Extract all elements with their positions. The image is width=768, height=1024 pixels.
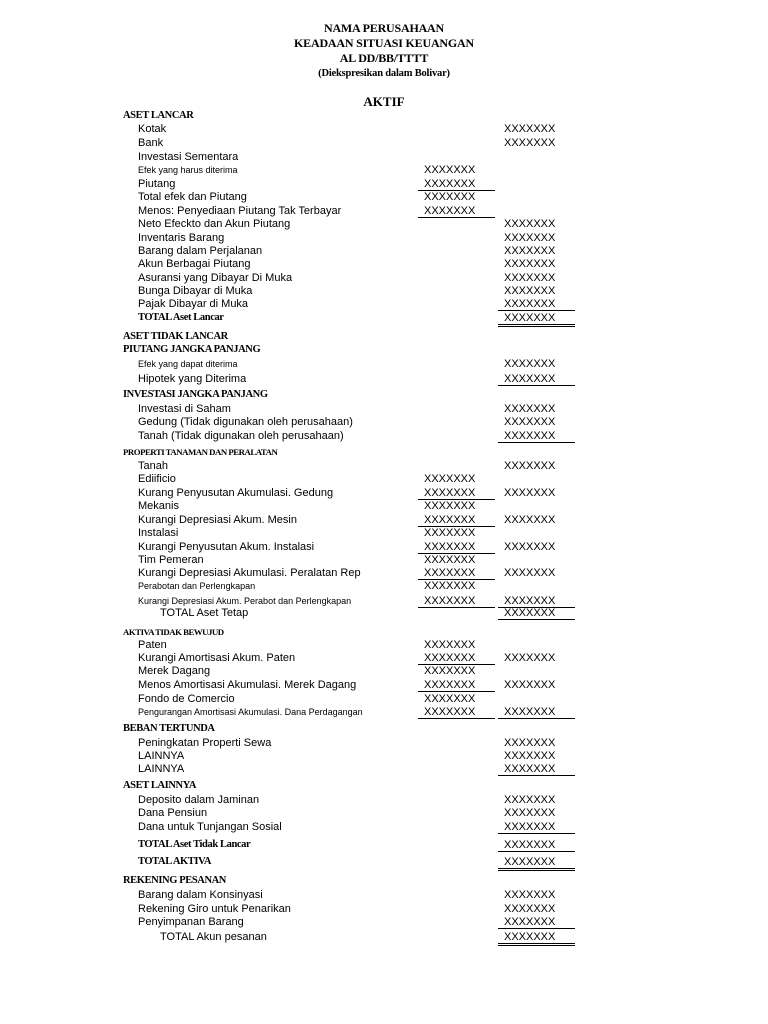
amount-col1: XXXXXXX xyxy=(424,164,476,176)
double-underline xyxy=(498,943,575,946)
amount-col2: XXXXXXX xyxy=(504,232,556,244)
amount-col2: XXXXXXX xyxy=(504,737,556,749)
amount-col2: XXXXXXX xyxy=(504,567,556,579)
row-label: TOTAL Aset Lancar xyxy=(138,312,224,323)
amount-col1: XXXXXXX xyxy=(424,665,476,677)
row-label: Kurangi Penyusutan Akum. Instalasi xyxy=(138,541,315,553)
table-row xyxy=(0,330,768,344)
table-row xyxy=(0,459,768,473)
amount-col1: XXXXXXX xyxy=(424,514,476,526)
amount-col2: XXXXXXX xyxy=(504,416,556,428)
table-row xyxy=(0,664,768,678)
table-row xyxy=(0,163,768,177)
row-label: Kurangi Depresiasi Akum. Mesin xyxy=(138,514,297,526)
table-row xyxy=(0,513,768,527)
amount-col2: XXXXXXX xyxy=(504,794,556,806)
row-label: Penyimpanan Barang xyxy=(138,916,244,928)
table-row xyxy=(0,136,768,150)
row-label: Tanah xyxy=(138,460,168,472)
amount-col1: XXXXXXX xyxy=(424,554,476,566)
row-label: TOTAL AKTIVA xyxy=(138,856,212,867)
row-label: Efek yang dapat diterima xyxy=(138,359,238,369)
amount-col2: XXXXXXX xyxy=(504,607,556,619)
row-label: Gedung (Tidak digunakan oleh perusahaan) xyxy=(138,416,353,428)
row-label: Ediificio xyxy=(138,473,176,485)
table-row xyxy=(0,638,768,652)
table-row xyxy=(0,486,768,500)
row-label: Hipotek yang Diterima xyxy=(138,373,247,385)
table-row xyxy=(0,177,768,191)
row-label: Investasi Sementara xyxy=(138,151,239,163)
table-row xyxy=(0,311,768,325)
section-heading: PROPERTI TANAMAN DAN PERALATAN xyxy=(123,447,278,457)
row-label: TOTAL Akun pesanan xyxy=(160,931,267,943)
amount-col2: XXXXXXX xyxy=(504,258,556,270)
table-row xyxy=(0,271,768,285)
row-label: TOTAL Aset Tetap xyxy=(160,607,249,619)
table-row xyxy=(0,297,768,311)
underline xyxy=(418,718,495,719)
table-row xyxy=(0,472,768,486)
section-heading: PIUTANG JANGKA PANJANG xyxy=(123,344,261,355)
amount-col2: XXXXXXX xyxy=(504,298,556,310)
table-row xyxy=(0,526,768,540)
amount-col2: XXXXXXX xyxy=(504,403,556,415)
table-row xyxy=(0,343,768,357)
section-heading: ASET TIDAK LANCAR xyxy=(123,331,228,342)
table-row xyxy=(0,122,768,136)
table-row xyxy=(0,692,768,706)
table-row xyxy=(0,762,768,776)
table-row xyxy=(0,553,768,567)
row-label: Paten xyxy=(138,639,167,651)
amount-col1: XXXXXXX xyxy=(424,205,476,217)
table-row xyxy=(0,749,768,763)
amount-col1: XXXXXXX xyxy=(424,580,476,592)
amount-col2: XXXXXXX xyxy=(504,821,556,833)
row-label: Investasi di Saham xyxy=(138,403,231,415)
amount-col1: XXXXXXX xyxy=(424,191,476,203)
table-row xyxy=(0,625,768,639)
amount-col2: XXXXXXX xyxy=(504,487,556,499)
row-label: Dana untuk Tunjangan Sosial xyxy=(138,821,282,833)
row-label: Kurangi Depresiasi Akum. Perabot dan Perlengkapan xyxy=(138,596,352,606)
row-label: Mekanis xyxy=(138,500,179,512)
amount-col2: XXXXXXX xyxy=(504,460,556,472)
amount-col1: XXXXXXX xyxy=(424,595,476,607)
amount-col1: XXXXXXX xyxy=(424,500,476,512)
row-label: Efek yang harus diterima xyxy=(138,165,238,175)
table-row xyxy=(0,838,768,852)
amount-col2: XXXXXXX xyxy=(504,889,556,901)
amount-col2: XXXXXXX xyxy=(504,903,556,915)
amount-col1: XXXXXXX xyxy=(424,652,476,664)
table-row xyxy=(0,678,768,692)
table-row xyxy=(0,902,768,916)
amount-col2: XXXXXXX xyxy=(504,358,556,370)
table-row xyxy=(0,217,768,231)
underline xyxy=(498,928,575,929)
row-label: Neto Efeckto dan Akun Piutang xyxy=(138,218,291,230)
table-row xyxy=(0,388,768,402)
statement-date: AL DD/BB/TTTT xyxy=(339,51,429,65)
amount-col2: XXXXXXX xyxy=(504,285,556,297)
underline xyxy=(498,619,575,620)
row-label: Menos Amortisasi Akumulasi. Merek Dagang xyxy=(138,679,357,691)
amount-col2: XXXXXXX xyxy=(504,763,556,775)
table-row xyxy=(0,257,768,271)
section-heading: AKTIVA TIDAK BEWUJUD xyxy=(123,627,224,637)
amount-col2: XXXXXXX xyxy=(504,931,556,943)
table-row xyxy=(0,429,768,443)
row-label: Kurang Penyusutan Akumulasi. Gedung xyxy=(138,487,334,499)
table-row xyxy=(0,402,768,416)
amount-col2: XXXXXXX xyxy=(504,430,556,442)
amount-col2: XXXXXXX xyxy=(504,373,556,385)
underline xyxy=(498,442,575,443)
table-row xyxy=(0,372,768,386)
row-label: Pajak Dibayar di Muka xyxy=(138,298,249,310)
amount-col1: XXXXXXX xyxy=(424,541,476,553)
row-label: Asuransi yang Dibayar Di Muka xyxy=(138,272,293,284)
table-row xyxy=(0,651,768,665)
table-row xyxy=(0,705,768,719)
table-row xyxy=(0,736,768,750)
table-row xyxy=(0,579,768,593)
row-label: LAINNYA xyxy=(138,750,185,762)
amount-col2: XXXXXXX xyxy=(504,750,556,762)
amount-col2: XXXXXXX xyxy=(504,541,556,553)
table-row xyxy=(0,109,768,123)
table-row xyxy=(0,190,768,204)
row-label: Kurangi Depresiasi Akumulasi. Peralatan Rep xyxy=(138,567,361,579)
table-row xyxy=(0,820,768,834)
table-row xyxy=(0,806,768,820)
row-label: Bank xyxy=(138,137,164,149)
amount-col2: XXXXXXX xyxy=(504,218,556,230)
amount-col1: XXXXXXX xyxy=(424,487,476,499)
amount-col2: XXXXXXX xyxy=(504,312,556,324)
table-row xyxy=(0,231,768,245)
amount-col2: XXXXXXX xyxy=(504,272,556,284)
underline xyxy=(498,385,575,386)
underline xyxy=(498,775,575,776)
amount-col2: XXXXXXX xyxy=(504,839,556,851)
amount-col1: XXXXXXX xyxy=(424,178,476,190)
amount-col2: XXXXXXX xyxy=(504,137,556,149)
amount-col2: XXXXXXX xyxy=(504,595,556,607)
table-row xyxy=(0,722,768,736)
amount-col1: XXXXXXX xyxy=(424,639,476,651)
row-label: Piutang xyxy=(138,178,176,190)
amount-col2: XXXXXXX xyxy=(504,123,556,135)
amount-col1: XXXXXXX xyxy=(424,473,476,485)
underline xyxy=(498,718,575,719)
underline xyxy=(498,851,575,852)
row-label: Barang dalam Konsinyasi xyxy=(138,889,263,901)
section-heading: INVESTASI JANGKA PANJANG xyxy=(123,389,268,400)
amount-col1: XXXXXXX xyxy=(424,527,476,539)
amount-col1: XXXXXXX xyxy=(424,706,476,718)
row-label: Tim Pemeran xyxy=(138,554,204,566)
amount-col1: XXXXXXX xyxy=(424,679,476,691)
section-heading: BEBAN TERTUNDA xyxy=(123,723,215,734)
row-label: Inventaris Barang xyxy=(138,232,225,244)
amount-col1: XXXXXXX xyxy=(424,567,476,579)
underline xyxy=(498,833,575,834)
row-label: Akun Berbagai Piutang xyxy=(138,258,251,270)
table-row xyxy=(0,204,768,218)
row-label: Pengurangan Amortisasi Akumulasi. Dana Perdagangan xyxy=(138,707,363,717)
section-heading: ASET LANCAR xyxy=(123,110,194,121)
statement-title: KEADAAN SITUASI KEUANGAN xyxy=(294,36,474,50)
amount-col2: XXXXXXX xyxy=(504,856,556,868)
table-row xyxy=(0,930,768,944)
row-label: Barang dalam Perjalanan xyxy=(138,245,263,257)
row-label: Merek Dagang xyxy=(138,665,211,677)
table-row xyxy=(0,540,768,554)
amount-col2: XXXXXXX xyxy=(504,807,556,819)
double-underline xyxy=(498,324,575,327)
section-title: AKTIF xyxy=(363,94,405,109)
table-row xyxy=(0,888,768,902)
amount-col1: XXXXXXX xyxy=(424,693,476,705)
currency-note: (Diekspresikan dalam Bolivar) xyxy=(318,68,450,79)
table-row xyxy=(0,445,768,459)
row-label: Total efek dan Piutang xyxy=(138,191,247,203)
row-label: Kurangi Amortisasi Akum. Paten xyxy=(138,652,296,664)
row-label: Fondo de Comercio xyxy=(138,693,235,705)
row-label: Menos: Penyediaan Piutang Tak Terbayar xyxy=(138,205,342,217)
row-label: Instalasi xyxy=(138,527,179,539)
table-row xyxy=(0,915,768,929)
row-label: LAINNYA xyxy=(138,763,185,775)
table-row xyxy=(0,566,768,580)
table-row xyxy=(0,874,768,888)
section-heading: ASET LAINNYA xyxy=(123,780,197,791)
company-name: NAMA PERUSAHAAN xyxy=(323,21,444,35)
section-heading: REKENING PESANAN xyxy=(123,875,226,886)
table-row xyxy=(0,793,768,807)
amount-col2: XXXXXXX xyxy=(504,652,556,664)
row-label: TOTAL Aset Tidak Lancar xyxy=(138,839,251,850)
row-label: Bunga Dibayar di Muka xyxy=(138,285,253,297)
row-label: Deposito dalam Jaminan xyxy=(138,794,260,806)
amount-col2: XXXXXXX xyxy=(504,916,556,928)
double-underline xyxy=(498,868,575,871)
table-row xyxy=(0,779,768,793)
table-row xyxy=(0,357,768,371)
table-row xyxy=(0,150,768,164)
row-label: Dana Pensiun xyxy=(138,807,208,819)
table-row xyxy=(0,499,768,513)
table-row xyxy=(0,284,768,298)
row-label: Peningkatan Properti Sewa xyxy=(138,737,272,749)
row-label: Rekening Giro untuk Penarikan xyxy=(138,903,291,915)
amount-col2: XXXXXXX xyxy=(504,706,556,718)
table-row xyxy=(0,415,768,429)
row-label: Perabotan dan Perlengkapan xyxy=(138,581,256,591)
amount-col2: XXXXXXX xyxy=(504,514,556,526)
table-row xyxy=(0,606,768,620)
row-label: Kotak xyxy=(138,123,167,135)
amount-col2: XXXXXXX xyxy=(504,245,556,257)
table-row xyxy=(0,244,768,258)
row-label: Tanah (Tidak digunakan oleh perusahaan) xyxy=(138,430,344,442)
amount-col2: XXXXXXX xyxy=(504,679,556,691)
table-row xyxy=(0,855,768,869)
